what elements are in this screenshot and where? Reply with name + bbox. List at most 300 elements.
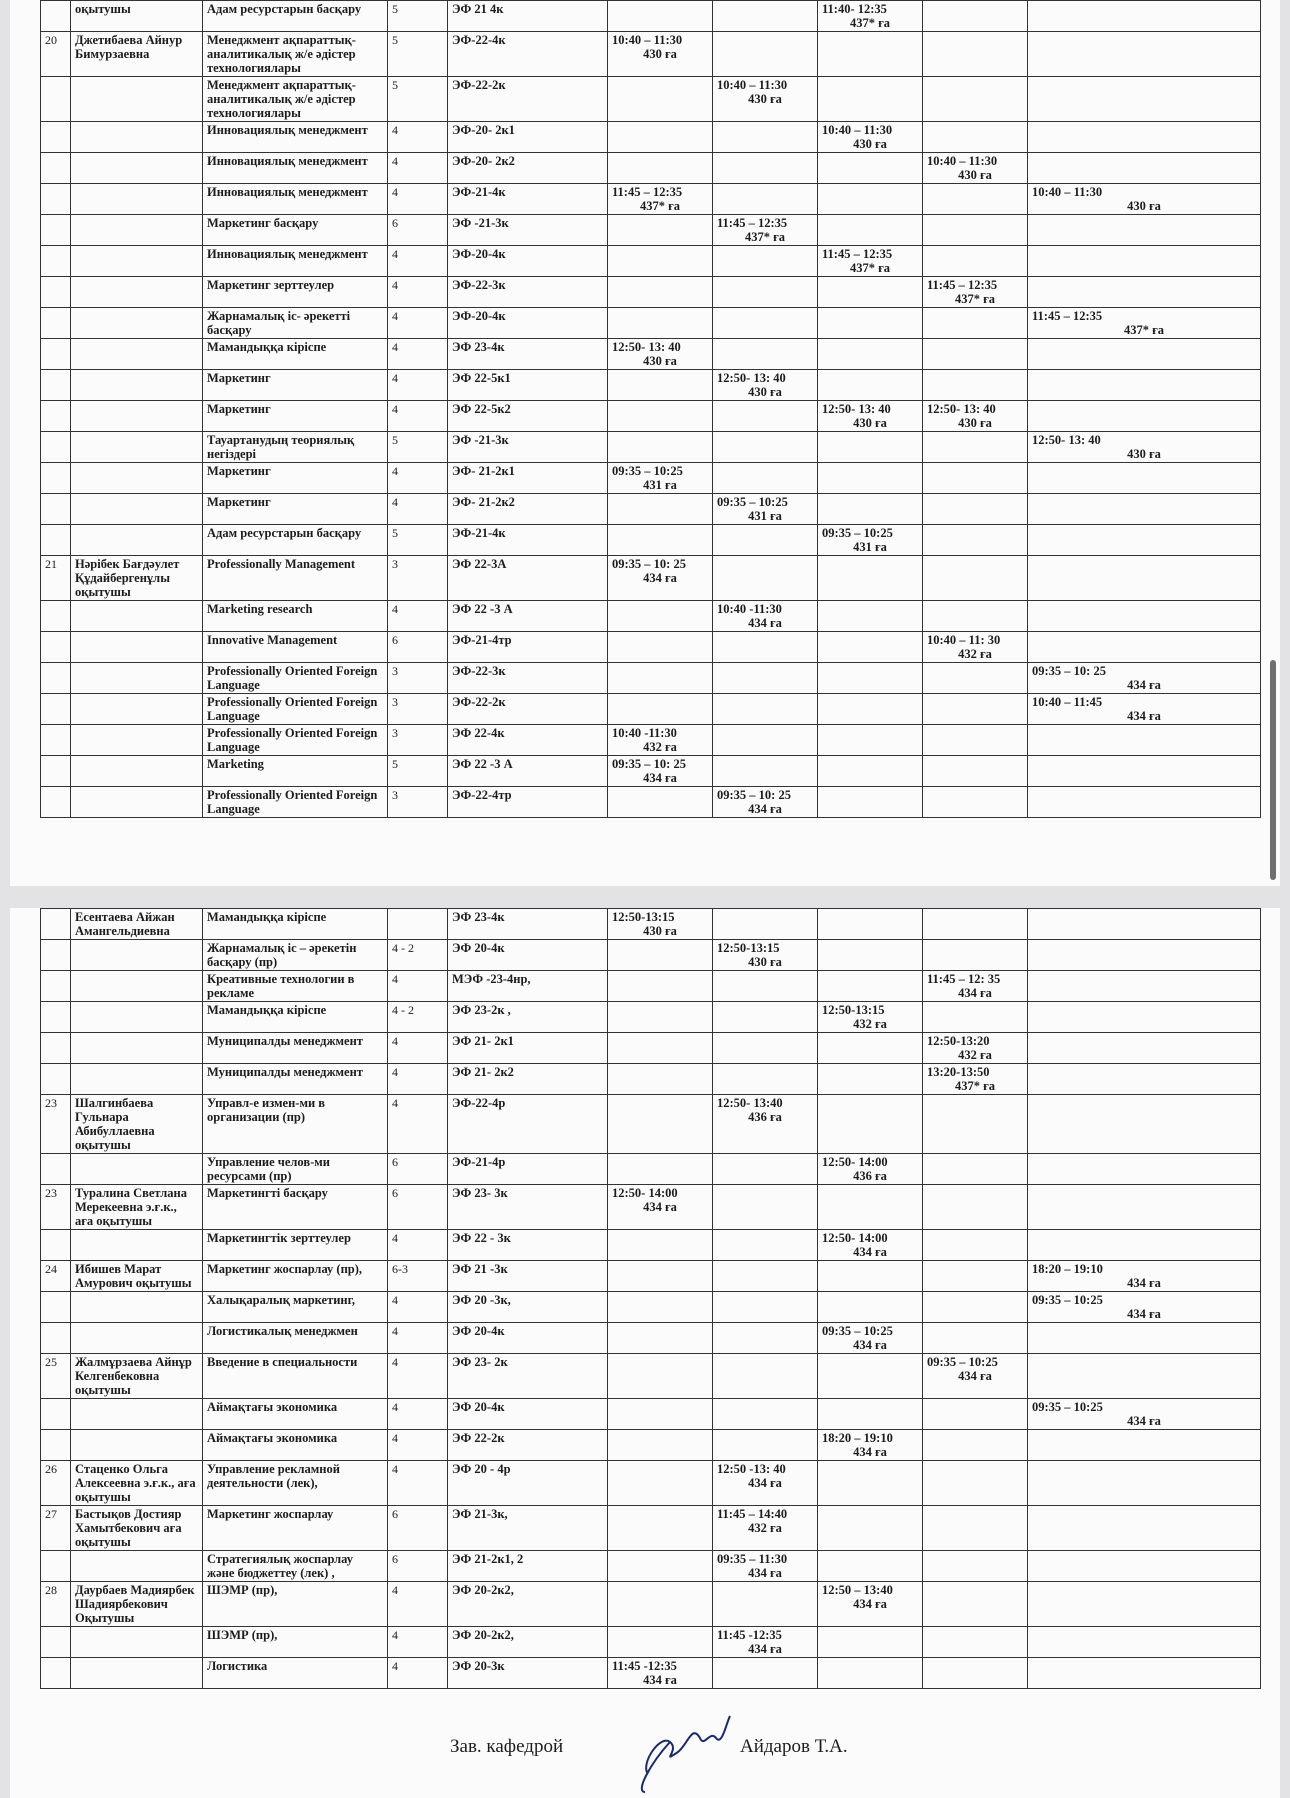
row-number-cell [41,1399,71,1430]
time-slot-cell [818,1506,923,1551]
time-slot-cell: 12:50- 14:00 434 ға [608,1185,713,1230]
table-row [41,401,1261,432]
row-number-cell [41,1627,71,1658]
time-slot-cell [713,1064,818,1095]
time-slot-cell [1028,463,1261,494]
time-slot-cell [923,215,1028,246]
time-slot-cell: 12:50-13:20 432 ға [923,1033,1028,1064]
subject-name-cell: Professionally Oriented Foreign Language [203,663,388,694]
group-code-cell: ЭФ 20-4к [448,1399,608,1430]
credits-cell: 4 [388,1582,448,1627]
time-slot-cell: 10:40 – 11:30 430 ға [818,122,923,153]
time-slot-cell [713,556,818,601]
time-slot-cell [818,432,923,463]
time-slot-cell [923,1002,1028,1033]
row-number-cell [41,494,71,525]
time-slot-cell [818,153,923,184]
time-slot-cell [713,1430,818,1461]
subject-name-cell: Маркетинг жоспарлау [203,1506,388,1551]
subject-name-cell: Инновациялық менеджмент [203,184,388,215]
time-slot-cell [818,1551,923,1582]
time-slot-cell [1028,909,1261,940]
time-slot-cell [608,1064,713,1095]
time-slot-cell [923,1506,1028,1551]
subject-name-cell: Халықаралық маркетинг, [203,1292,388,1323]
row-number-cell [41,1154,71,1185]
row-number-cell [41,663,71,694]
time-slot-cell [1028,601,1261,632]
group-code-cell: ЭФ-22-2к [448,77,608,122]
credits-cell: 4 [388,184,448,215]
time-slot-cell [713,1323,818,1354]
time-slot-cell [713,153,818,184]
time-slot-cell [608,525,713,556]
group-code-cell: ЭФ-21-4к [448,184,608,215]
subject-name-cell: Аймақтағы экономика [203,1399,388,1430]
time-slot-cell [713,756,818,787]
time-slot-cell [713,401,818,432]
teacher-name-cell [71,1230,203,1261]
table-row [41,1185,1261,1230]
time-slot-cell [923,339,1028,370]
group-code-cell: ЭФ 23- 3к [448,1185,608,1230]
time-slot-cell [1028,122,1261,153]
time-slot-cell [713,1002,818,1033]
teacher-name-cell [71,1002,203,1033]
time-slot-cell: 12:50-13:15 430 ға [713,940,818,971]
credits-cell: 4 [388,122,448,153]
time-slot-cell [608,1506,713,1551]
credits-cell: 4 [388,308,448,339]
row-number-cell [41,1323,71,1354]
credits-cell: 4 [388,1461,448,1506]
credits-cell: 4 - 2 [388,940,448,971]
table-row [41,1354,1261,1399]
row-number-cell [41,971,71,1002]
group-code-cell: ЭФ 23-4к [448,339,608,370]
time-slot-cell [1028,32,1261,77]
group-code-cell: ЭФ-22-3к [448,663,608,694]
table-row [41,1261,1261,1292]
row-number-cell [41,694,71,725]
time-slot-cell [608,1,713,32]
teacher-name-cell [71,1627,203,1658]
group-code-cell: ЭФ-21-4р [448,1154,608,1185]
subject-name-cell: Инновациялық менеджмент [203,122,388,153]
time-slot-cell [1028,1064,1261,1095]
subject-name-cell: Стратегиялық жоспарлау және бюджеттеу (лек) , [203,1551,388,1582]
subject-name-cell: Marketing research [203,601,388,632]
table-row [41,1627,1261,1658]
time-slot-cell: 09:35 – 11:30 434 ға [713,1551,818,1582]
subject-name-cell: Аймақтағы экономика [203,1430,388,1461]
time-slot-cell [923,1261,1028,1292]
time-slot-cell [1028,1095,1261,1154]
time-slot-cell [608,971,713,1002]
time-slot-cell [608,1627,713,1658]
teacher-name-cell [71,940,203,971]
group-code-cell: ЭФ-20- 2к1 [448,122,608,153]
group-code-cell: ЭФ 23-4к [448,909,608,940]
time-slot-cell [1028,556,1261,601]
table-row [41,601,1261,632]
row-number-cell [41,756,71,787]
time-slot-cell [818,725,923,756]
time-slot-cell [818,1033,923,1064]
teacher-name-cell: Есентаева Айжан Амангельдиевна [71,909,203,940]
time-slot-cell: 09:35 – 10: 25 434 ға [608,556,713,601]
time-slot-cell [608,694,713,725]
time-slot-cell [1028,1,1261,32]
subject-name-cell: Адам ресурстарын басқару [203,525,388,556]
table-row [41,32,1261,77]
group-code-cell: ЭФ -21-3к [448,215,608,246]
table-row [41,432,1261,463]
time-slot-cell [818,463,923,494]
time-slot-cell [713,632,818,663]
time-slot-cell [1028,1354,1261,1399]
subject-name-cell: Innovative Management [203,632,388,663]
time-slot-cell [923,787,1028,818]
table-row [41,1551,1261,1582]
time-slot-cell: 09:35 – 10: 25 434 ға [608,756,713,787]
table-row [41,663,1261,694]
row-number-cell [41,215,71,246]
table-row [41,1399,1261,1430]
time-slot-cell: 11:45 – 12:35 437* ға [713,215,818,246]
time-slot-cell [608,432,713,463]
time-slot-cell [923,1551,1028,1582]
time-slot-cell [923,1323,1028,1354]
time-slot-cell [713,725,818,756]
teacher-name-cell: Стаценко Ольга Алексеевна э.ғ.к., аға оқытушы [71,1461,203,1506]
time-slot-cell [818,184,923,215]
time-slot-cell [818,1399,923,1430]
group-code-cell: ЭФ 21- 2к2 [448,1064,608,1095]
time-slot-cell [608,1002,713,1033]
credits-cell: 4 [388,1292,448,1323]
time-slot-cell [1028,940,1261,971]
credits-cell: 5 [388,525,448,556]
credits-cell: 4 [388,971,448,1002]
subject-name-cell: Управление челов-ми ресурсами (пр) [203,1154,388,1185]
subject-name-cell: Креативные технологии в рекламе [203,971,388,1002]
group-code-cell: ЭФ-22-4тр [448,787,608,818]
time-slot-cell [713,277,818,308]
credits-cell: 6 [388,632,448,663]
time-slot-cell [923,1430,1028,1461]
time-slot-cell [608,1461,713,1506]
teacher-name-cell [71,122,203,153]
time-slot-cell: 12:50- 13: 40 430 ға [923,401,1028,432]
credits-cell: 3 [388,787,448,818]
teacher-name-cell: Даурбаев Мадиярбек Шадиярбекович Оқытушы [71,1582,203,1627]
group-code-cell: ЭФ 21-3к, [448,1506,608,1551]
time-slot-cell [818,1064,923,1095]
credits-cell: 4 [388,1095,448,1154]
time-slot-cell: 12:50 -13: 40 434 ға [713,1461,818,1506]
subject-name-cell: ШЭМР (пр), [203,1582,388,1627]
row-number-cell [41,246,71,277]
subject-name-cell: Маркетингтік зерттеулер [203,1230,388,1261]
table-row [41,1,1261,32]
group-code-cell: ЭФ 22-5к2 [448,401,608,432]
time-slot-cell [1028,525,1261,556]
time-slot-cell [1028,246,1261,277]
subject-name-cell: Маркетинг [203,370,388,401]
time-slot-cell [923,1292,1028,1323]
time-slot-cell [608,370,713,401]
time-slot-cell [713,308,818,339]
time-slot-cell [713,32,818,77]
time-slot-cell [923,1095,1028,1154]
table-row [41,122,1261,153]
time-slot-cell [713,1292,818,1323]
time-slot-cell [713,1033,818,1064]
time-slot-cell [923,1,1028,32]
time-slot-cell: 12:50- 13: 40 430 ға [818,401,923,432]
time-slot-cell [608,787,713,818]
group-code-cell: ЭФ 21 4к [448,1,608,32]
time-slot-cell [818,909,923,940]
credits-cell: 4 [388,339,448,370]
teacher-name-cell [71,1292,203,1323]
time-slot-cell [923,556,1028,601]
time-slot-cell [818,1292,923,1323]
subject-name-cell: ШЭМР (пр), [203,1627,388,1658]
table-row [41,1292,1261,1323]
time-slot-cell: 09:35 – 10:25 431 ға [713,494,818,525]
time-slot-cell [818,1095,923,1154]
time-slot-cell: 12:50-13:15 430 ға [608,909,713,940]
teacher-name-cell [71,463,203,494]
time-slot-cell: 11:45 -12:35 434 ға [713,1627,818,1658]
time-slot-cell: 10:40 -11:30 434 ға [713,601,818,632]
table-row [41,277,1261,308]
credits-cell: 6 [388,215,448,246]
row-number-cell [41,463,71,494]
teacher-name-cell [71,756,203,787]
time-slot-cell [1028,1506,1261,1551]
table-row [41,1658,1261,1689]
subject-name-cell: Муниципалды менеджмент [203,1033,388,1064]
table-row [41,632,1261,663]
credits-cell: 4 [388,1354,448,1399]
subject-name-cell: Professionally Oriented Foreign Language [203,694,388,725]
time-slot-cell [818,694,923,725]
credits-cell: 6 [388,1506,448,1551]
subject-name-cell: Муниципалды менеджмент [203,1064,388,1095]
time-slot-cell [608,77,713,122]
time-slot-cell [713,1354,818,1399]
time-slot-cell: 11:45 – 12:35 437* ға [923,277,1028,308]
teacher-name-cell: Джетибаева Айнур Бимурзаевна [71,32,203,77]
time-slot-cell [1028,370,1261,401]
subject-name-cell: Управл-е измен-ми в организации (пр) [203,1095,388,1154]
group-code-cell: ЭФ-22-3к [448,277,608,308]
row-number-cell [41,432,71,463]
group-code-cell: ЭФ-20-4к [448,308,608,339]
time-slot-cell [1028,1323,1261,1354]
subject-name-cell: Логистика [203,1658,388,1689]
row-number-cell [41,1292,71,1323]
signature-icon [630,1704,750,1794]
row-number-cell [41,370,71,401]
time-slot-cell [608,215,713,246]
time-slot-cell [818,370,923,401]
time-slot-cell [818,308,923,339]
credits-cell: 4 [388,1627,448,1658]
time-slot-cell [608,277,713,308]
subject-name-cell: Маркетинг жоспарлау (пр), [203,1261,388,1292]
credits-cell: 4 [388,494,448,525]
time-slot-cell [608,1354,713,1399]
table-row [41,1461,1261,1506]
time-slot-cell [818,756,923,787]
row-number-cell [41,1033,71,1064]
time-slot-cell: 18:20 – 19:10 434 ға [818,1430,923,1461]
scrollbar[interactable] [1270,660,1276,880]
credits-cell: 5 [388,77,448,122]
credits-cell: 4 [388,1064,448,1095]
signature-left-label: Зав. кафедрой [450,1736,564,1757]
teacher-name-cell [71,370,203,401]
time-slot-cell [923,601,1028,632]
group-code-cell: ЭФ-22-4к [448,32,608,77]
teacher-name-cell [71,1064,203,1095]
group-code-cell: ЭФ 21- 2к1 [448,1033,608,1064]
row-number-cell [41,1002,71,1033]
group-code-cell: ЭФ 22 - 3к [448,1230,608,1261]
table-row [41,184,1261,215]
time-slot-cell [923,909,1028,940]
row-number-cell: 26 [41,1461,71,1506]
time-slot-cell: 11:45 – 12: 35 434 ға [923,971,1028,1002]
time-slot-cell [713,1230,818,1261]
table-row [41,246,1261,277]
time-slot-cell [713,694,818,725]
table-row [41,494,1261,525]
time-slot-cell [1028,1551,1261,1582]
time-slot-cell [1028,1582,1261,1627]
time-slot-cell: 09:35 – 10:25 431 ға [608,463,713,494]
time-slot-cell [818,1185,923,1230]
time-slot-cell [923,463,1028,494]
time-slot-cell [608,494,713,525]
time-slot-cell: 12:50- 14:00 434 ға [818,1230,923,1261]
group-code-cell: ЭФ-21-4к [448,525,608,556]
time-slot-cell [818,1261,923,1292]
time-slot-cell [923,370,1028,401]
schedule-table-1 [40,0,1261,818]
time-slot-cell [818,32,923,77]
time-slot-cell: 10:40 – 11:45 434 ға [1028,694,1261,725]
time-slot-cell [818,663,923,694]
group-code-cell: ЭФ- 21-2к1 [448,463,608,494]
row-number-cell [41,77,71,122]
row-number-cell [41,1430,71,1461]
credits-cell: 4 - 2 [388,1002,448,1033]
row-number-cell [41,525,71,556]
time-slot-cell: 12:50- 13: 40 430 ға [713,370,818,401]
subject-name-cell: Маркетингті басқару [203,1185,388,1230]
credits-cell: 6 [388,1154,448,1185]
teacher-name-cell [71,525,203,556]
table-row [41,556,1261,601]
teacher-name-cell: Ибишев Марат Амурович оқытушы [71,1261,203,1292]
row-number-cell: 27 [41,1506,71,1551]
time-slot-cell [923,77,1028,122]
time-slot-cell [608,122,713,153]
time-slot-cell [608,153,713,184]
subject-name-cell: Маркетинг [203,463,388,494]
row-number-cell [41,787,71,818]
teacher-name-cell [71,1033,203,1064]
table-row [41,694,1261,725]
row-number-cell [41,308,71,339]
table-row [41,339,1261,370]
teacher-name-cell [71,1658,203,1689]
table-row [41,909,1261,940]
subject-name-cell: Жарнамалық іс- әрекетті басқару [203,308,388,339]
credits-cell: 3 [388,663,448,694]
time-slot-cell [923,756,1028,787]
time-slot-cell [818,1461,923,1506]
time-slot-cell [608,1430,713,1461]
time-slot-cell [923,1658,1028,1689]
credits-cell: 4 [388,1658,448,1689]
teacher-name-cell [71,1154,203,1185]
time-slot-cell [818,632,923,663]
group-code-cell: ЭФ 22-5к1 [448,370,608,401]
time-slot-cell: 09:35 – 10:25 431 ға [818,525,923,556]
time-slot-cell [1028,1185,1261,1230]
row-number-cell [41,601,71,632]
teacher-name-cell [71,277,203,308]
subject-name-cell: Мамандыққа кіріспе [203,339,388,370]
subject-name-cell: Управление рекламной деятельности (лек), [203,1461,388,1506]
time-slot-cell [713,971,818,1002]
time-slot-cell: 12:50-13:15 432 ға [818,1002,923,1033]
teacher-name-cell [71,632,203,663]
group-code-cell: ЭФ 22-3А [448,556,608,601]
group-code-cell: ЭФ-20- 2к2 [448,153,608,184]
time-slot-cell [1028,494,1261,525]
time-slot-cell [923,1582,1028,1627]
time-slot-cell: 18:20 – 19:10 434 ға [1028,1261,1261,1292]
table-row [41,1064,1261,1095]
teacher-name-cell [71,432,203,463]
subject-name-cell: Инновациялық менеджмент [203,153,388,184]
time-slot-cell: 12:50 – 13:40 434 ға [818,1582,923,1627]
time-slot-cell [818,556,923,601]
time-slot-cell [923,432,1028,463]
time-slot-cell [818,494,923,525]
time-slot-cell [1028,971,1261,1002]
table-row [41,1033,1261,1064]
subject-name-cell: Введение в специальности [203,1354,388,1399]
time-slot-cell [713,1154,818,1185]
row-number-cell [41,153,71,184]
table-row [41,370,1261,401]
row-number-cell: 25 [41,1354,71,1399]
time-slot-cell [1028,756,1261,787]
row-number-cell [41,277,71,308]
row-number-cell [41,1,71,32]
time-slot-cell [1028,401,1261,432]
time-slot-cell [608,1323,713,1354]
credits-cell: 3 [388,694,448,725]
